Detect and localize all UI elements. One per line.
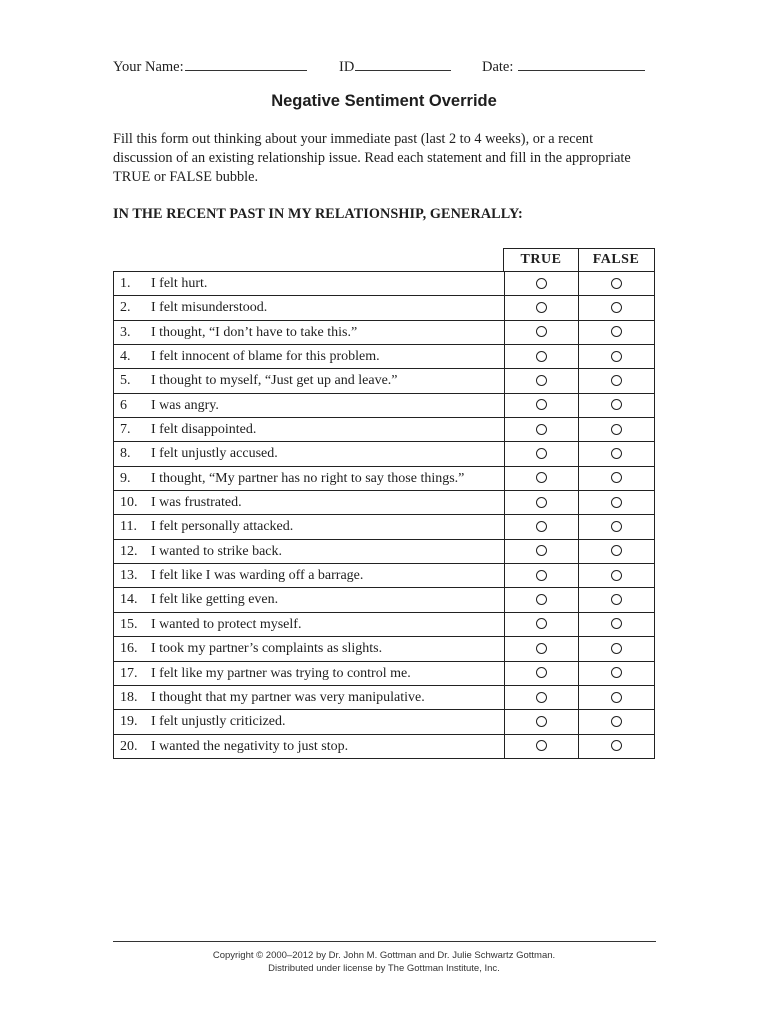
statement-number: 7. xyxy=(120,422,131,438)
statement-text: I was frustrated. xyxy=(151,495,242,511)
true-bubble[interactable] xyxy=(536,643,547,654)
statement-number: 19. xyxy=(120,714,138,730)
date-field[interactable] xyxy=(482,56,645,76)
name-label: Your Name: xyxy=(113,59,184,75)
statement-text: I felt like my partner was trying to control me. xyxy=(151,665,411,681)
table-row xyxy=(113,564,655,588)
statement-number: 12. xyxy=(120,543,138,559)
true-bubble[interactable] xyxy=(536,326,547,337)
false-cell xyxy=(578,394,654,417)
false-cell xyxy=(578,515,654,538)
false-cell xyxy=(578,296,654,319)
table-row xyxy=(113,394,655,418)
true-cell xyxy=(504,613,578,636)
false-cell xyxy=(578,442,654,465)
false-bubble[interactable] xyxy=(611,692,622,703)
false-bubble[interactable] xyxy=(611,570,622,581)
false-bubble[interactable] xyxy=(611,326,622,337)
statement-number: 16. xyxy=(120,641,138,657)
true-bubble[interactable] xyxy=(536,399,547,410)
statement-text: I felt like I was warding off a barrage. xyxy=(151,568,364,584)
license-line: Distributed under license by The Gottman Institute, Inc. xyxy=(268,962,500,974)
statement-text: I felt innocent of blame for this problem. xyxy=(151,349,380,365)
false-bubble[interactable] xyxy=(611,740,622,751)
statement-number: 2. xyxy=(120,300,131,316)
false-bubble[interactable] xyxy=(611,351,622,362)
true-bubble[interactable] xyxy=(536,351,547,362)
statement-text: I felt disappointed. xyxy=(151,422,257,438)
true-cell xyxy=(504,272,578,295)
table-row xyxy=(113,710,655,734)
table-row xyxy=(113,735,655,759)
statement-text: I wanted to protect myself. xyxy=(151,616,302,632)
statement-text: I took my partner’s complaints as slights. xyxy=(151,641,383,657)
table-body xyxy=(113,271,655,759)
true-cell xyxy=(504,345,578,368)
false-bubble[interactable] xyxy=(611,302,622,313)
table-row xyxy=(113,418,655,442)
statement-text: I wanted the negativity to just stop. xyxy=(151,738,349,754)
false-bubble[interactable] xyxy=(611,497,622,508)
true-bubble[interactable] xyxy=(536,375,547,386)
name-field[interactable] xyxy=(113,56,307,76)
statement-text: I thought to myself, “Just get up and leave.” xyxy=(151,373,398,389)
false-bubble[interactable] xyxy=(611,643,622,654)
true-cell xyxy=(504,686,578,709)
instructions-text: Fill this form out thinking about your immediate past (last 2 to 4 weeks), or a recent discussion of an existing relationship issue. Read each statement and fill in the appropriate TRUE or FALSE bubble. xyxy=(113,131,631,185)
column-header-true: TRUE xyxy=(504,249,579,272)
true-bubble[interactable] xyxy=(536,302,547,313)
false-cell xyxy=(578,345,654,368)
table-row xyxy=(113,540,655,564)
false-cell xyxy=(578,418,654,441)
section-heading: IN THE RECENT PAST IN MY RELATIONSHIP, GENERALLY: xyxy=(113,206,523,222)
true-bubble[interactable] xyxy=(536,545,547,556)
true-bubble[interactable] xyxy=(536,716,547,727)
true-cell xyxy=(504,564,578,587)
false-bubble[interactable] xyxy=(611,618,622,629)
table-row xyxy=(113,272,655,296)
statement-text: I thought, “My partner has no right to say those things.” xyxy=(151,470,465,486)
true-cell xyxy=(504,515,578,538)
statement-number: 15. xyxy=(120,616,138,632)
false-cell xyxy=(578,467,654,490)
true-bubble[interactable] xyxy=(536,497,547,508)
table-row xyxy=(113,662,655,686)
statement-number: 10. xyxy=(120,495,138,511)
true-bubble[interactable] xyxy=(536,521,547,532)
table-row xyxy=(113,345,655,369)
true-bubble[interactable] xyxy=(536,740,547,751)
false-bubble[interactable] xyxy=(611,545,622,556)
statement-number: 1. xyxy=(120,276,131,291)
statement-number: 11. xyxy=(120,519,137,535)
false-bubble[interactable] xyxy=(611,448,622,459)
statement-text: I was angry. xyxy=(151,397,219,413)
false-bubble[interactable] xyxy=(611,594,622,605)
true-bubble[interactable] xyxy=(536,424,547,435)
table-row xyxy=(113,467,655,491)
form-header xyxy=(113,56,653,76)
statement-text: I wanted to strike back. xyxy=(151,543,283,559)
true-bubble[interactable] xyxy=(536,594,547,605)
statement-text: I felt personally attacked. xyxy=(151,519,294,535)
copyright-line: Copyright © 2000–2012 by Dr. John M. Gottman and Dr. Julie Schwartz Gottman. xyxy=(212,950,556,961)
false-bubble[interactable] xyxy=(611,716,622,727)
id-blank-line[interactable] xyxy=(355,56,451,71)
table-row xyxy=(113,296,655,320)
false-bubble[interactable] xyxy=(611,667,622,678)
true-cell xyxy=(504,588,578,611)
true-cell xyxy=(504,442,578,465)
true-bubble[interactable] xyxy=(536,618,547,629)
true-cell xyxy=(504,637,578,660)
false-cell xyxy=(578,491,654,514)
true-bubble[interactable] xyxy=(536,278,547,289)
id-label: ID xyxy=(339,59,355,75)
false-bubble[interactable] xyxy=(611,399,622,410)
statement-number: 8. xyxy=(120,446,131,462)
true-bubble[interactable] xyxy=(536,472,547,483)
page-title: Negative Sentiment Override xyxy=(271,92,497,110)
false-cell xyxy=(578,613,654,636)
false-cell xyxy=(578,662,654,685)
false-cell xyxy=(578,710,654,733)
false-cell xyxy=(578,735,654,758)
true-cell xyxy=(504,491,578,514)
table-row xyxy=(113,637,655,661)
statement-number: 4. xyxy=(120,349,131,365)
false-cell xyxy=(578,272,654,295)
true-cell xyxy=(504,321,578,344)
false-cell xyxy=(578,686,654,709)
statement-text: I felt unjustly accused. xyxy=(151,446,278,462)
date-blank-line[interactable] xyxy=(518,56,645,71)
true-cell xyxy=(504,540,578,563)
true-bubble[interactable] xyxy=(536,692,547,703)
statement-number: 14. xyxy=(120,592,138,608)
footer-divider xyxy=(113,941,656,942)
true-bubble[interactable] xyxy=(536,448,547,459)
false-cell xyxy=(578,588,654,611)
statement-text: I felt hurt. xyxy=(151,276,208,291)
true-cell xyxy=(504,369,578,392)
date-label: Date: xyxy=(482,59,514,75)
true-cell xyxy=(504,710,578,733)
true-cell xyxy=(504,296,578,319)
statement-number: 6 xyxy=(120,397,127,413)
statement-text: I felt like getting even. xyxy=(151,592,279,608)
false-cell xyxy=(578,540,654,563)
statement-number: 9. xyxy=(120,470,131,486)
copyright-footer xyxy=(0,950,768,975)
table-header xyxy=(503,248,655,271)
true-cell xyxy=(504,467,578,490)
table-row xyxy=(113,369,655,393)
true-bubble[interactable] xyxy=(536,570,547,581)
true-bubble[interactable] xyxy=(536,667,547,678)
statement-text: I felt misunderstood. xyxy=(151,300,268,316)
table-row xyxy=(113,686,655,710)
false-cell xyxy=(578,321,654,344)
false-bubble[interactable] xyxy=(611,278,622,289)
table-row xyxy=(113,442,655,466)
table-row xyxy=(113,588,655,612)
true-cell xyxy=(504,418,578,441)
statement-text: I thought that my partner was very manipulative. xyxy=(151,689,425,705)
false-bubble[interactable] xyxy=(611,375,622,386)
table-row xyxy=(113,491,655,515)
true-cell xyxy=(504,394,578,417)
false-cell xyxy=(578,369,654,392)
false-bubble[interactable] xyxy=(611,472,622,483)
statement-text: I felt unjustly criticized. xyxy=(151,714,286,730)
false-cell xyxy=(578,637,654,660)
true-cell xyxy=(504,662,578,685)
true-cell xyxy=(504,735,578,758)
statement-number: 3. xyxy=(120,324,131,340)
statement-number: 20. xyxy=(120,738,138,754)
table-row xyxy=(113,515,655,539)
statement-number: 18. xyxy=(120,689,138,705)
false-cell xyxy=(578,564,654,587)
id-field[interactable] xyxy=(339,56,451,76)
table-row xyxy=(113,321,655,345)
false-bubble[interactable] xyxy=(611,424,622,435)
statement-number: 13. xyxy=(120,568,138,584)
column-header-false: FALSE xyxy=(592,252,640,267)
table-row xyxy=(113,613,655,637)
statement-number: 5. xyxy=(120,373,131,389)
statement-text: I thought, “I don’t have to take this.” xyxy=(151,324,358,340)
false-bubble[interactable] xyxy=(611,521,622,532)
statement-number: 17. xyxy=(120,665,138,681)
name-blank-line[interactable] xyxy=(185,56,307,71)
